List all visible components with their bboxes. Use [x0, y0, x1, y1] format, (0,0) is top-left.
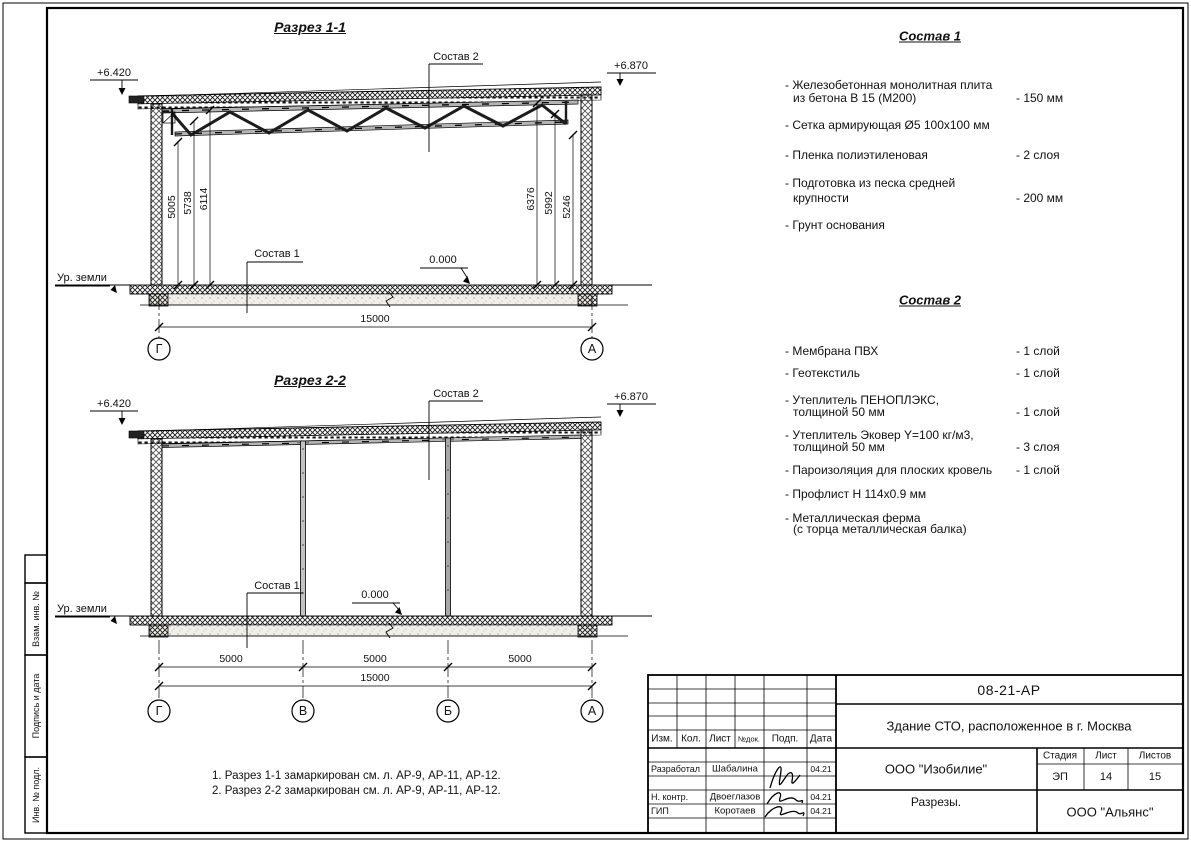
- stage-label: Стадия: [1042, 750, 1078, 762]
- sostav1-row: из бетона В 15 (М200): [793, 91, 917, 105]
- section1-title: Разрез 1-1: [274, 19, 346, 35]
- sostav2-row: (с торца металлическая балка): [793, 522, 967, 536]
- section1-dim-5738: 5738: [182, 191, 194, 215]
- section2-zero-level: 0.000: [361, 589, 389, 601]
- sostav1-row: - Грунт основания: [785, 218, 885, 232]
- doc-number: 08-21-АР: [977, 682, 1041, 698]
- sostav2-value: - 1 слой: [1016, 463, 1060, 477]
- bottom-dims: [155, 640, 596, 698]
- sheet-title: Разрезы.: [910, 795, 962, 809]
- name-ncontrol: Двоеглазов: [709, 791, 761, 803]
- footing-right: [578, 294, 597, 306]
- signature-developer: [770, 767, 800, 788]
- sheet-number: 14: [1099, 771, 1113, 783]
- section1-axis-a: А: [587, 342, 597, 356]
- footing-left: [149, 625, 168, 637]
- signature-gip: [765, 807, 804, 817]
- section2-elevation-left: +6.420: [97, 398, 131, 410]
- margin-label-vzam: Взам. инв. №: [31, 591, 41, 647]
- col-list: Лист: [709, 733, 731, 745]
- section2-axis-g: Г: [155, 704, 163, 718]
- section1-dim-5246: 5246: [561, 195, 573, 219]
- margin-label-inv: Инв. № подл.: [31, 766, 41, 824]
- sostav1-value: - 2 слоя: [1016, 148, 1060, 162]
- sheet-label: Лист: [1095, 750, 1117, 762]
- section2-title: Разрез 2-2: [274, 372, 346, 388]
- col-kol: Кол.: [681, 733, 701, 745]
- sostav2-title: Состав 2: [898, 292, 962, 308]
- wall-left: [151, 439, 162, 616]
- sostav2-value: - 1 слой: [1016, 366, 1060, 380]
- sostav2-row: - Металлическая ферма: [785, 511, 921, 525]
- section2-axis-b: Б: [443, 704, 453, 718]
- section2-sostav2-label: Состав 2: [433, 388, 479, 400]
- designer-org: ООО "Изобилие": [884, 761, 988, 777]
- section1-dim-total: 15000: [360, 313, 390, 325]
- margin-label-podpis: Подпись и дата: [31, 673, 41, 739]
- col-izm: Изм.: [651, 733, 673, 745]
- footing-right: [578, 625, 597, 637]
- section1-zero-level: 0.000: [429, 254, 457, 266]
- sostav2-row: толщиной 50 мм: [793, 405, 885, 419]
- sand-bed: [150, 294, 592, 305]
- wall-right: [581, 95, 592, 285]
- sostav2-row: - Пароизоляция для плоских кровель: [785, 463, 993, 477]
- sostav2-row: - Профлист Н 114х0.9 мм: [785, 487, 927, 501]
- sheets-label: Листов: [1138, 750, 1172, 762]
- sostav2-row: - Геотекстиль: [785, 366, 860, 380]
- role-gip: ГИП: [651, 806, 669, 816]
- section2-dim-total: 15000: [360, 672, 390, 684]
- section2-axis-a: А: [587, 704, 597, 718]
- section1-axis-g: Г: [155, 342, 163, 356]
- section2-dim-5000-2: 5000: [363, 653, 387, 665]
- wall-right: [581, 430, 592, 616]
- col-data: Дата: [809, 733, 833, 745]
- sostav2-value: - 1 слой: [1016, 405, 1060, 419]
- section1-sostav1-label: Состав 1: [254, 248, 300, 260]
- sostav1-row: - Пленка полиэтиленовая: [785, 148, 928, 162]
- eave-flashing: [129, 431, 144, 438]
- col-podp: Подп.: [771, 733, 799, 745]
- section2-dim-5000-1: 5000: [219, 653, 243, 665]
- project-title: Здание СТО, расположенное в г. Москва: [886, 718, 1132, 734]
- section1-dim-5005: 5005: [166, 195, 178, 219]
- date-developer: 04.21: [810, 764, 832, 774]
- date-gip: 04.21: [810, 806, 832, 816]
- section2-sostav1-label: Состав 1: [254, 580, 300, 592]
- sostav1-row: крупности: [793, 191, 849, 205]
- sostav1-title: Состав 1: [898, 28, 962, 44]
- floor-slab: [130, 616, 612, 625]
- sostav1-row: - Железобетонная монолитная плита: [785, 78, 993, 92]
- section1-dim-6114: 6114: [198, 187, 210, 211]
- note-line-2: 2. Разрез 2-2 замаркирован см. л. АР-9, АР-11, АР-12.: [212, 785, 501, 797]
- section2-axis-v: В: [298, 704, 308, 718]
- elevation-marks: [90, 404, 656, 425]
- sheets-total: 15: [1148, 771, 1162, 783]
- section2-ground-label: Ур. земли: [57, 603, 107, 615]
- name-gip: Коротаев: [714, 805, 756, 817]
- stage-value: ЭП: [1052, 771, 1068, 783]
- section1-elevation-left: +6.420: [97, 67, 131, 79]
- sostav1-row: - Подготовка из песка средней: [785, 176, 956, 190]
- sostav2-row: - Утеплитель Эковер Y=100 кг/м3,: [785, 428, 974, 442]
- date-ncontrol: 04.21: [810, 792, 832, 802]
- sostav2-row: - Мембрана ПВХ: [785, 344, 879, 358]
- sostav2-value: - 1 слой: [1016, 344, 1060, 358]
- section1-dim-5992: 5992: [543, 191, 555, 215]
- wall-left: [151, 104, 162, 285]
- sand-bed: [150, 625, 592, 636]
- section1-dim-6376: 6376: [525, 187, 537, 211]
- note-line-1: 1. Разрез 1-1 замаркирован см. л. АР-9, АР-11, АР-12.: [212, 770, 501, 782]
- section1-sostav2-label: Состав 2: [433, 51, 479, 63]
- section2-dim-5000-3: 5000: [508, 653, 532, 665]
- sostav1-value: - 150 мм: [1016, 91, 1064, 105]
- section2-elevation-right: +6.870: [614, 391, 648, 403]
- name-developer: Шабалина: [712, 763, 758, 775]
- sostav2-row: - Утеплитель ПЕНОПЛЭКС,: [785, 393, 940, 407]
- section1-ground-label: Ур. земли: [57, 272, 107, 284]
- section-2-2-drawing: [55, 401, 656, 722]
- signature-ncontrol: [767, 793, 803, 804]
- role-ncontrol: Н. контр.: [651, 792, 689, 802]
- floor-slab: [130, 285, 612, 294]
- sostav1-row: - Сетка армирующая Ø5 100х100 мм: [785, 118, 990, 132]
- sostav2-value: - 3 слоя: [1016, 440, 1060, 454]
- eave-flashing: [129, 96, 144, 103]
- contractor-org: ООО "Альянс": [1066, 804, 1154, 820]
- col-ndok: №док.: [738, 734, 760, 744]
- sostav1-value: - 200 мм: [1016, 191, 1064, 205]
- footing-left: [149, 294, 168, 306]
- sostav2-row: толщиной 50 мм: [793, 440, 885, 454]
- section1-elevation-right: +6.870: [614, 60, 648, 72]
- signatures: [765, 767, 804, 817]
- role-developer: Разработал: [651, 764, 700, 774]
